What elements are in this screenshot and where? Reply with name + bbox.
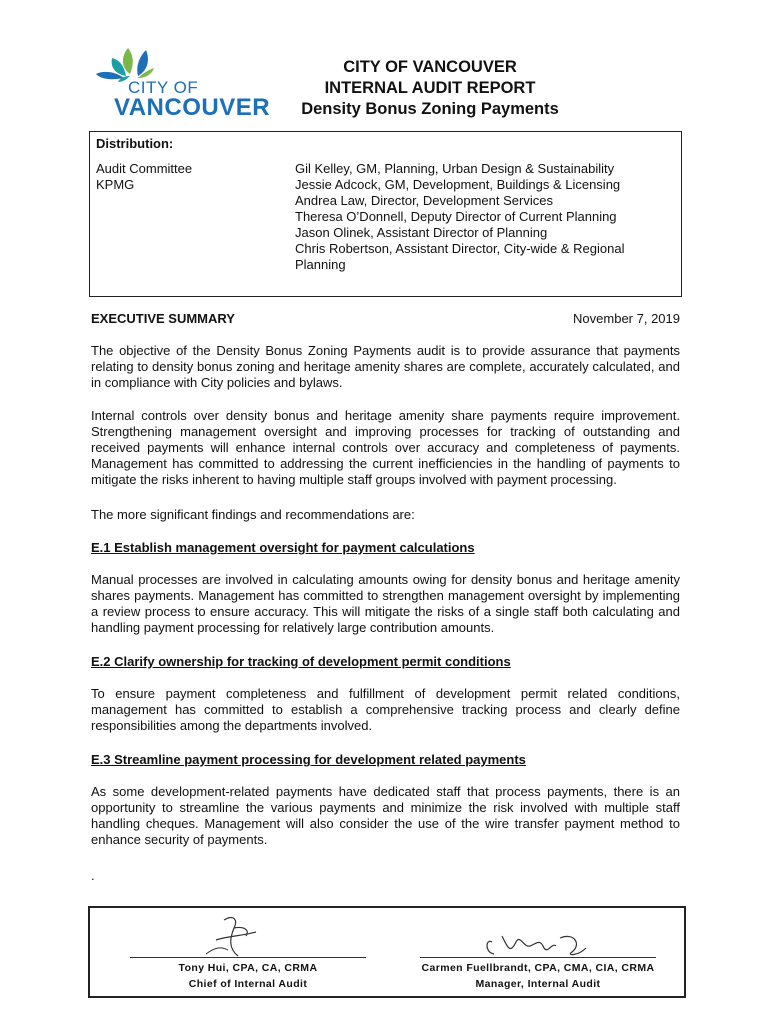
signer-left-name: Tony Hui, CPA, CA, CRMA (178, 962, 318, 974)
distribution-recipient: Gil Kelley, GM, Planning, Urban Design & Sustainability (295, 161, 615, 176)
distribution-recipient: Andrea Law, Director, Development Services (295, 193, 553, 208)
report-header (280, 57, 580, 120)
finding-e2-title: E.2 Clarify ownership for tracking of development permit conditions (91, 654, 511, 669)
signer-right-title: Manager, Internal Audit (475, 978, 601, 990)
report-date: November 7, 2019 (573, 311, 680, 326)
trailing-mark: . (91, 868, 95, 883)
distribution-box (89, 131, 682, 297)
distribution-recipient: Jessie Adcock, GM, Development, Buildings & Licensing (295, 177, 621, 192)
finding-e1-text: Manual processes are involved in calculating amounts owing for density bonus and heritage amenity shares payments. Management has committed to strengthen management oversight by implementing a review process to ensure accuracy. This will mitigate the risks of a single staff both calculating and handling payment processing for relatively large contribution amounts. (91, 572, 680, 635)
distribution-title: Distribution: (96, 136, 174, 151)
objective-paragraph: The objective of the Density Bonus Zoning Payments audit is to provide assurance that payments relating to density bonus zoning and heritage amenity shares are complete, accurately calculated, and in compliance with City policies and bylaws. (91, 343, 680, 390)
header-report-type: INTERNAL AUDIT REPORT (324, 79, 536, 97)
distribution-recipient: Jason Olinek, Assistant Director of Planning (295, 225, 548, 240)
finding-e3-title: E.3 Streamline payment processing for development related payments (91, 752, 526, 767)
signer-left-title: Chief of Internal Audit (188, 978, 308, 990)
header-report-title: Density Bonus Zoning Payments (301, 100, 559, 118)
signature-line-right (420, 957, 656, 958)
distribution-left-list (96, 161, 192, 193)
logo-vancouver-text: VANCOUVER (114, 94, 271, 121)
finding-e2-text: To ensure payment completeness and fulfillment of development permit related conditions, management has committed to establish a comprehensive tracking process and clearly define responsibilities among the departments involved. (91, 686, 680, 733)
controls-paragraph: Internal controls over density bonus and heritage amenity share payments require improvement. Strengthening management oversight and improving processes for tracking of outstanding and received payments will enhance internal controls over accuracy and completeness of payments. Management has committed to addressing the current inefficiencies in the handling of payments to mitigate the risks inherent to having multiple staff groups involved with payment processing. (91, 408, 680, 487)
finding-e3-text: As some development-related payments have dedicated staff that process payments, there is an opportunity to streamline the various payments and minimize the risk involved with multiple staff handling cheques. Management will also consider the use of the wire transfer payment method to enhance security of payments. (91, 784, 680, 847)
header-city: CITY OF VANCOUVER (343, 58, 517, 76)
distribution-recipient: Planning (295, 257, 346, 272)
city-logo (88, 44, 278, 120)
distribution-recipient: Audit Committee (96, 161, 193, 176)
signature-tony-hui (194, 910, 284, 960)
section-heading: EXECUTIVE SUMMARY (91, 311, 235, 326)
finding-e1-title: E.1 Establish management oversight for payment calculations (91, 540, 475, 555)
signature-line-left (130, 957, 366, 958)
distribution-recipient: Chris Robertson, Assistant Director, City-wide & Regional (295, 241, 625, 256)
signature-box (88, 906, 686, 998)
logo-city-text: CITY OF (128, 78, 199, 97)
signer-right-name: Carmen Fuellbrandt, CPA, CMA, CIA, CRMA (421, 962, 655, 974)
distribution-right-list (295, 161, 675, 273)
findings-intro: The more significant findings and recommendations are: (91, 507, 415, 522)
distribution-recipient: KPMG (96, 177, 135, 192)
distribution-recipient: Theresa O’Donnell, Deputy Director of Current Planning (295, 209, 617, 224)
